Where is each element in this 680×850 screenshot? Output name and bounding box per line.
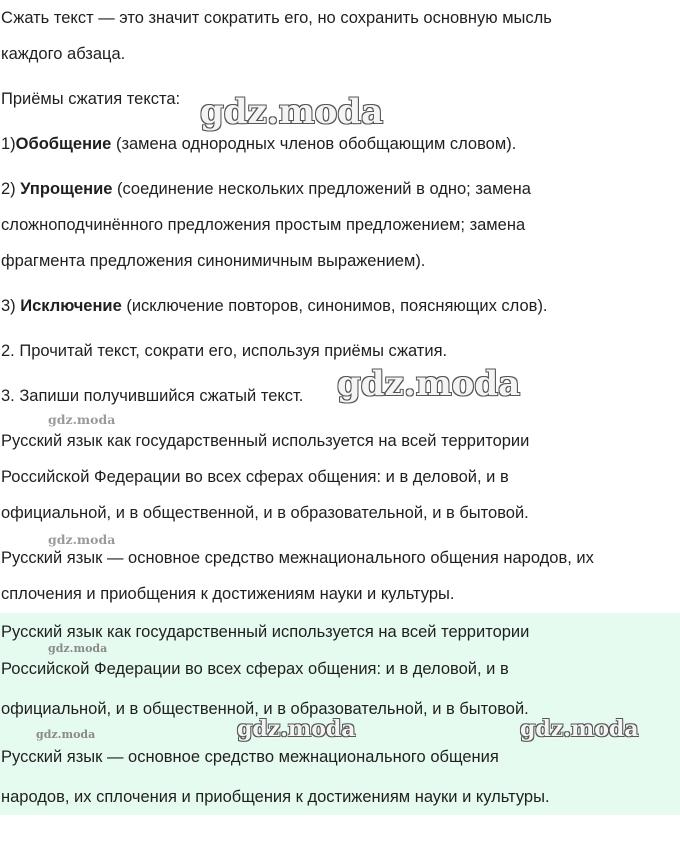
watermark-logo: gdz.moda <box>337 364 521 404</box>
answer-p1-line-2: Российской Федерации во всех сферах общения: и в деловой, и в <box>1 660 509 678</box>
method-2-desc-line-2: сложноподчинённого предложения простым предложением; замена <box>1 216 526 234</box>
watermark-logo: gdz.moda <box>48 412 116 427</box>
source-p1-line-2: Российской Федерации во всех сферах общения: и в деловой, и в <box>1 468 509 486</box>
method-3-term: Исключение <box>20 297 122 315</box>
method-2-desc-line-1: (соединение нескольких предложений в одно; замена <box>112 180 531 198</box>
method-3-desc: (исключение повторов, синонимов, поясняющих слов). <box>121 297 548 315</box>
answer-p2-line-2: народов, их сплочения и приобщения к достижениям науки и культуры. <box>1 788 550 806</box>
method-2-term: Упрощение <box>20 180 113 198</box>
task-3: 3. Запиши получившийся сжатый текст. <box>1 387 304 405</box>
method-2-prefix: 2) <box>1 180 21 198</box>
method-1-term: Обобщение <box>15 135 112 153</box>
watermark-logo: gdz.moda <box>237 716 356 742</box>
source-p1-line-1: Русский язык как государственный используется на всей территории <box>1 432 530 450</box>
source-p1-line-3: официальной, и в общественной, и в образовательной, и в бытовой. <box>1 504 529 522</box>
method-item-3 <box>1 295 548 317</box>
source-p2-line-2: сплочения и приобщения к достижениям науки и культуры. <box>1 585 455 603</box>
watermark-logo: gdz.moda <box>520 716 639 742</box>
task-2: 2. Прочитай текст, сократи его, используя приёмы сжатия. <box>1 342 448 360</box>
source-p2-line-1: Русский язык — основное средство межнационального общения народов, их <box>1 549 594 567</box>
method-1-prefix: 1) <box>1 135 16 153</box>
intro-line-1: Сжать текст — это значит сократить его, но сохранить основную мысль <box>1 9 552 27</box>
method-1-desc: (замена однородных членов обобщающим словом). <box>111 135 517 153</box>
watermark-logo: gdz.moda <box>48 642 108 655</box>
watermark-logo: gdz.moda <box>200 92 384 132</box>
method-3-prefix: 3) <box>1 297 21 315</box>
answer-p1-line-3: официальной, и в общественной, и в образовательной, и в бытовой. <box>1 700 529 718</box>
method-2-desc-line-3: фрагмента предложения синонимичным выражением). <box>1 252 426 270</box>
watermark-logo: gdz.moda <box>48 532 116 547</box>
answer-p2-line-1: Русский язык — основное средство межнационального общения <box>1 748 499 766</box>
intro-line-2: каждого абзаца. <box>1 45 126 63</box>
answer-p1-line-1: Русский язык как государственный используется на всей территории <box>1 623 530 641</box>
watermark-logo: gdz.moda <box>36 728 96 741</box>
method-item-1 <box>1 133 516 155</box>
method-item-2 <box>1 178 531 200</box>
methods-heading: Приёмы сжатия текста: <box>1 90 181 108</box>
